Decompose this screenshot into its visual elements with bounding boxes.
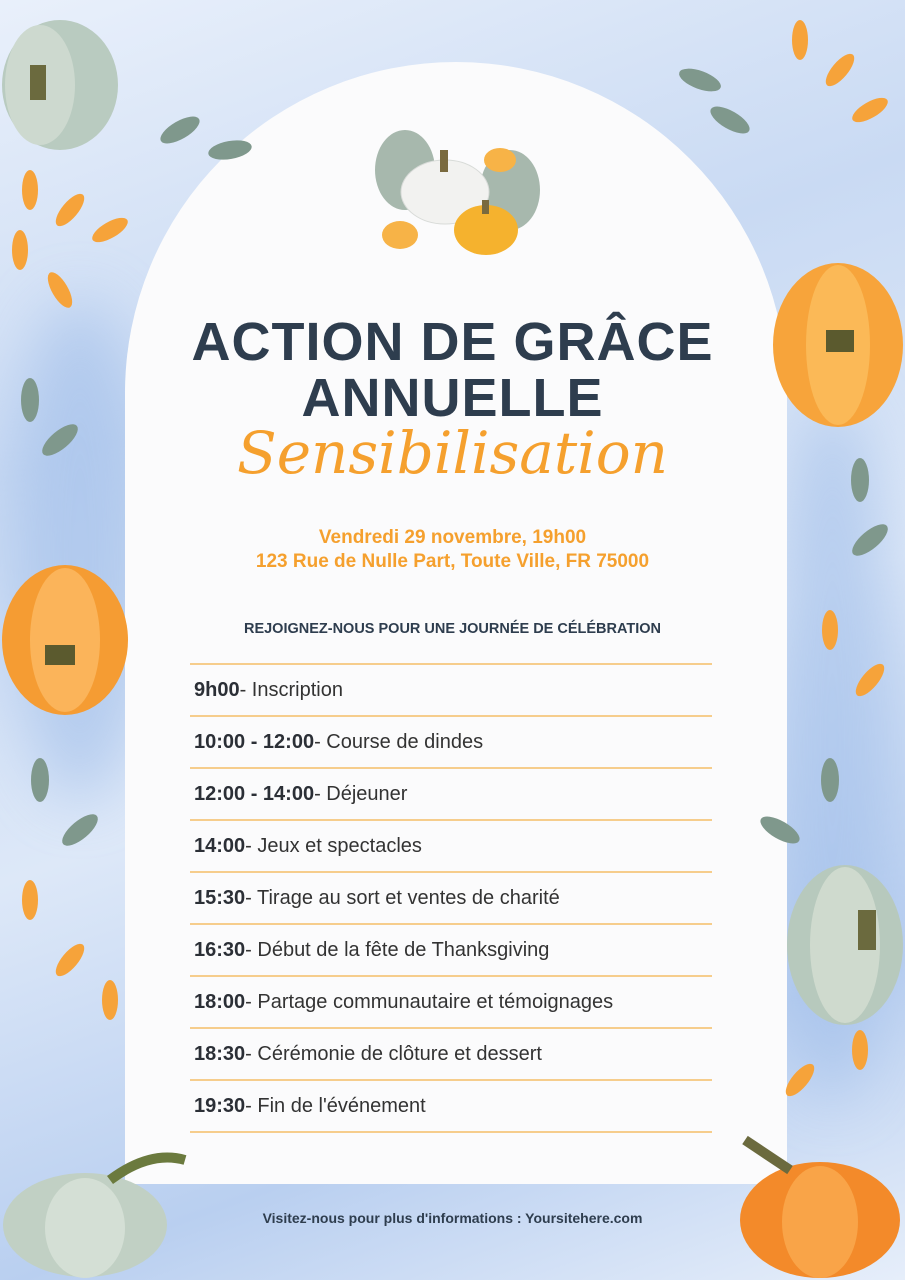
schedule-time: 12:00 - 14:00 (194, 782, 315, 805)
schedule-time: 19:30 (194, 1094, 246, 1117)
schedule-activity: - Fin de l'événement (245, 1094, 426, 1117)
pumpkin-icon (740, 1140, 900, 1278)
schedule-row (190, 819, 712, 871)
event-date: Vendredi 29 novembre, 19h00 (318, 527, 587, 548)
schedule-time: 10:00 - 12:00 (194, 730, 315, 753)
schedule-time: 14:00 (194, 834, 246, 857)
schedule-row (190, 871, 712, 923)
schedule-time: 18:30 (194, 1042, 246, 1065)
schedule-row (190, 1079, 712, 1133)
schedule-heading: REJOIGNEZ-NOUS POUR UNE JOURNÉE DE CÉLÉBRATION (243, 621, 662, 637)
schedule-activity: - Cérémonie de clôture et dessert (245, 1042, 542, 1065)
schedule-row (190, 767, 712, 819)
pumpkin-icon (2, 20, 118, 150)
title-line-2: ANNUELLE (301, 368, 604, 428)
pumpkin-icon (2, 565, 128, 715)
event-address: 123 Rue de Nulle Part, Toute Ville, FR 75000 (255, 551, 650, 572)
schedule-activity: - Course de dindes (314, 730, 484, 753)
schedule-activity: - Jeux et spectacles (245, 834, 422, 857)
schedule-activity: - Début de la fête de Thanksgiving (245, 938, 550, 961)
schedule-activity: - Inscription (239, 678, 343, 701)
schedule-activity: - Partage communautaire et témoignages (245, 990, 614, 1013)
pumpkin-icon (787, 865, 903, 1025)
schedule-time: 9h00 (194, 678, 240, 701)
pumpkin-bouquet-icon (375, 130, 540, 255)
schedule-row (190, 923, 712, 975)
schedule-row (190, 975, 712, 1027)
subtitle-script: Sensibilisation (237, 419, 668, 487)
schedule-list (190, 663, 712, 1133)
schedule-time: 15:30 (194, 886, 246, 909)
schedule-time: 18:00 (194, 990, 246, 1013)
schedule-activity: - Tirage au sort et ventes de charité (245, 886, 560, 909)
footer-website: Visitez-nous pour plus d'informations : Yoursitehere.com (262, 1210, 643, 1226)
schedule-row (190, 1027, 712, 1079)
schedule-activity: - Déjeuner (314, 782, 408, 805)
schedule-row (190, 663, 712, 715)
schedule-time: 16:30 (194, 938, 246, 961)
title-line-1: ACTION DE GRÂCE (191, 312, 714, 372)
schedule-row (190, 715, 712, 767)
